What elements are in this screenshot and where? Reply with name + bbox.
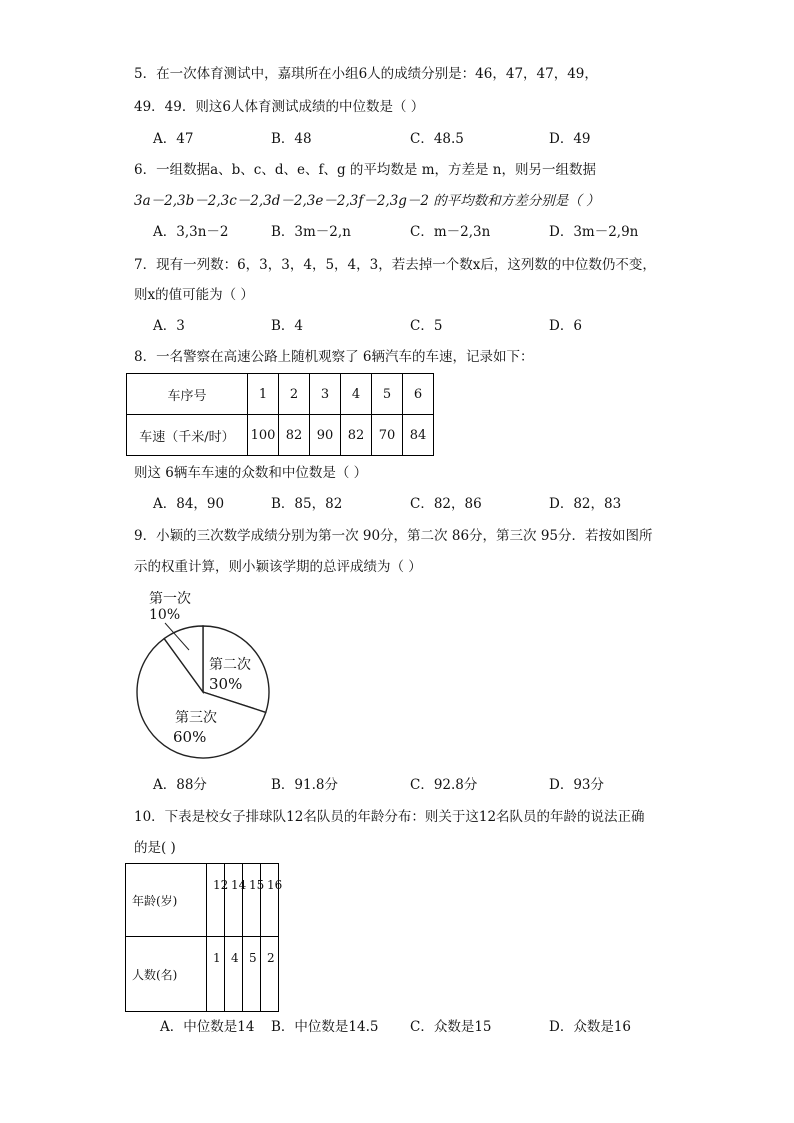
table-row [127,374,434,415]
q5-option-b: B．48 [271,131,312,147]
table-cell: 14 [225,864,243,937]
table-cell: 3 [310,374,341,415]
pie-label-second: 第二次 [209,657,251,673]
q9-stem-line2: 示的权重计算，则小颖该学期的总评成绩为（ ） [134,559,422,575]
q8-option-c: C．82，86 [410,496,482,512]
q10-option-c: C．众数是15 [410,1019,492,1035]
q7-stem-line1: 7．现有一列数：6，3，3，4，5，4，3，若去掉一个数x后，这列数的中位数仍不变， [134,257,656,273]
q6-option-b: B．3m－2,n [271,224,351,240]
table-cell: 15 [243,864,261,937]
q7-option-d: D．6 [549,318,582,334]
q5-stem-line2: 49．49．则这6人体育测试成绩的中位数是（ ） [134,99,425,115]
table-row [126,937,279,1012]
q10-option-d: D．众数是16 [549,1019,632,1035]
q8-option-b: B．85，82 [271,496,343,512]
q6-stem-line1: 6．一组数据a、b、c、d、e、f、g 的平均数是 m，方差是 n，则另一组数据 [134,162,596,178]
table-cell: 90 [310,415,341,456]
q7-option-a: A．3 [153,318,185,334]
table-header-cell: 车速（千米/时） [127,415,248,456]
table-header-cell: 年龄(岁) [126,864,207,937]
table-cell: 84 [403,415,434,456]
table-cell: 2 [261,937,279,1012]
q9-option-a: A．88分 [153,777,207,793]
table-cell: 70 [372,415,403,456]
q6-option-a: A．3,3n－2 [153,224,229,240]
q6-option-c: C．m－2,3n [410,224,491,240]
q6-stem-line2: 3a－2,3b－2,3c－2,3d－2,3e－2,3f－2,3g－2 的平均数和方差分别是（ ） [134,193,600,209]
q5-stem-line1: 5．在一次体育测试中，嘉琪所在小组6人的成绩分别是：46，47，47，49， [134,66,598,82]
table-cell: 82 [279,415,310,456]
table-cell: 82 [341,415,372,456]
q6-option-d: D．3m－2,9n [549,224,639,240]
q9-weight-pie-chart [125,586,295,771]
q10-option-b: B．中位数是14.5 [271,1019,379,1035]
table-header-cell: 车序号 [127,374,248,415]
table-cell: 100 [248,415,279,456]
table-cell: 16 [261,864,279,937]
table-cell: 5 [243,937,261,1012]
pie-label-third: 第三次 [175,710,217,726]
table-cell: 4 [225,937,243,1012]
table-header-cell: 人数(名) [126,937,207,1012]
q5-option-d: D．49 [549,131,591,147]
pie-value-second: 30% [209,675,243,693]
q5-option-a: A．47 [153,131,194,147]
q7-stem-line2: 则x的值可能为（ ） [134,287,254,303]
q8-stem-line2: 则这 6辆车车速的众数和中位数是（ ） [134,465,368,481]
pie-label-first: 第一次 [149,591,191,607]
q7-option-b: B．4 [271,318,304,334]
q9-stem-line1: 9．小颖的三次数学成绩分别为第一次 90分，第二次 86分，第三次 95分．若按如图所 [134,528,653,544]
table-cell: 4 [341,374,372,415]
q9-option-b: B．91.8分 [271,777,338,793]
q5-option-c: C．48.5 [410,131,464,147]
q8-stem-line1: 8．一名警察在高速公路上随机观察了 6辆汽车的车速，记录如下： [134,349,534,365]
table-row [127,415,434,456]
table-row [126,864,279,937]
q10-stem-line1: 10．下表是校女子排球队12名队员的年龄分布：则关于这12名队员的年龄的说法正确 [134,809,645,825]
pie-value-third: 60% [173,728,207,746]
pie-value-first: 10% [149,607,181,623]
q8-speed-table [126,373,434,456]
table-cell: 2 [279,374,310,415]
q8-option-a: A．84，90 [153,496,225,512]
q9-option-c: C．92.8分 [410,777,478,793]
table-cell: 1 [207,937,225,1012]
q7-option-c: C．5 [410,318,443,334]
q10-age-table [125,863,283,1012]
q10-stem-line2: 的是( ) [134,840,176,856]
table-cell: 12 [207,864,225,937]
q9-option-d: D．93分 [549,777,605,793]
table-cell: 5 [372,374,403,415]
q8-option-d: D．82，83 [549,496,622,512]
table-cell: 6 [403,374,434,415]
q10-option-a: A．中位数是14 [160,1019,255,1035]
table-cell: 1 [248,374,279,415]
